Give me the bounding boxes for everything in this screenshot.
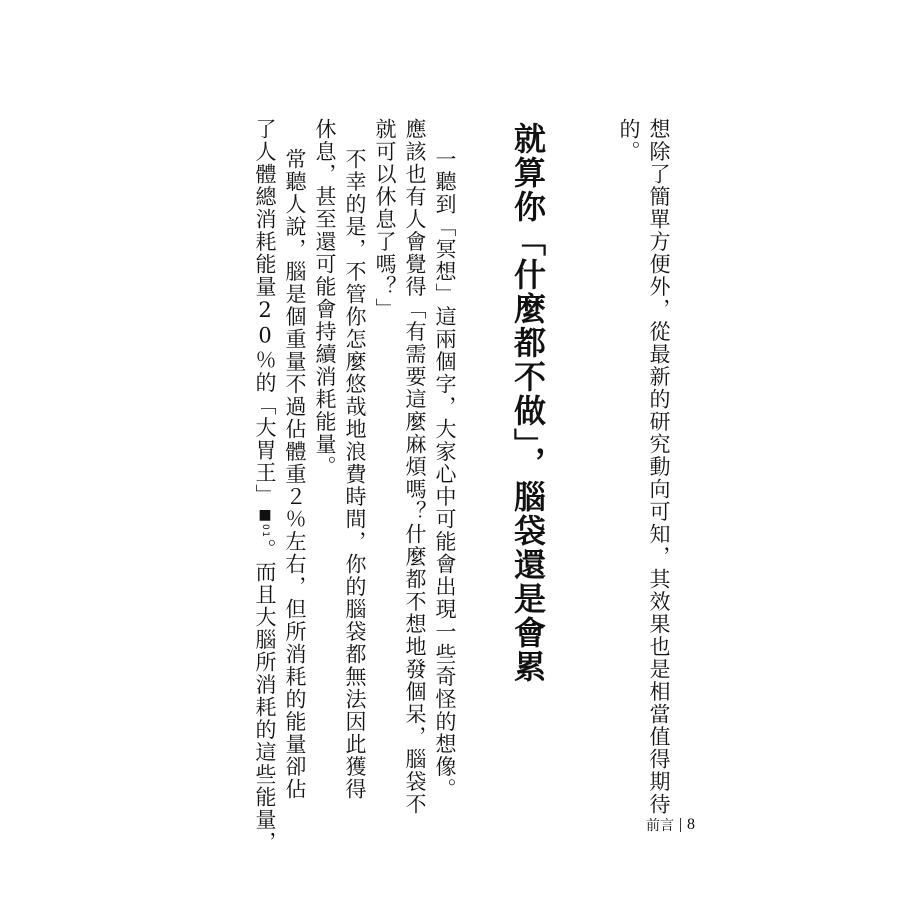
section-heading: 就算你「什麼都不做」，腦袋還是會累 <box>509 122 547 684</box>
text-column-7: 休息，甚至還可能會持續消耗能量。 <box>313 118 337 478</box>
footnote-marker-icon: ■ <box>257 506 273 524</box>
text-column-6: 不幸的是，不管你怎麼悠哉地浪費時間，你的腦袋都無法因此獲得 <box>343 148 367 801</box>
section-label: 前言 <box>646 818 674 834</box>
text-column-8: 常聽人說，腦是個重量不過佔體重２％左右，但所消耗的能量卻佔 <box>283 148 307 801</box>
page-number: 8 <box>687 816 695 833</box>
footer-divider <box>680 818 681 832</box>
text-column-5: 就可以休息了嗎？」 <box>373 118 397 321</box>
text-segment: 。而且大腦所消耗的這些能量， <box>253 538 277 854</box>
text-segment: 了人體總消耗能量20％的「大胃王」 <box>253 118 277 507</box>
text-column-2: 的。 <box>617 118 641 163</box>
text-column-3: 一聽到「冥想」這兩個字，大家心中可能會出現一些奇怪的想像。 <box>433 148 457 801</box>
footnote-number: 01 <box>260 524 270 539</box>
text-column-1: 想除了簡單方便外，從最新的研究動向可知，其效果也是相當值得期待 <box>647 118 671 816</box>
page-footer <box>646 815 695 835</box>
text-column-9 <box>250 118 280 853</box>
text-column-4: 應該也有人會覺得「有需要這麼麻煩嗎？什麼都不想地發個呆，腦袋不 <box>403 118 427 816</box>
